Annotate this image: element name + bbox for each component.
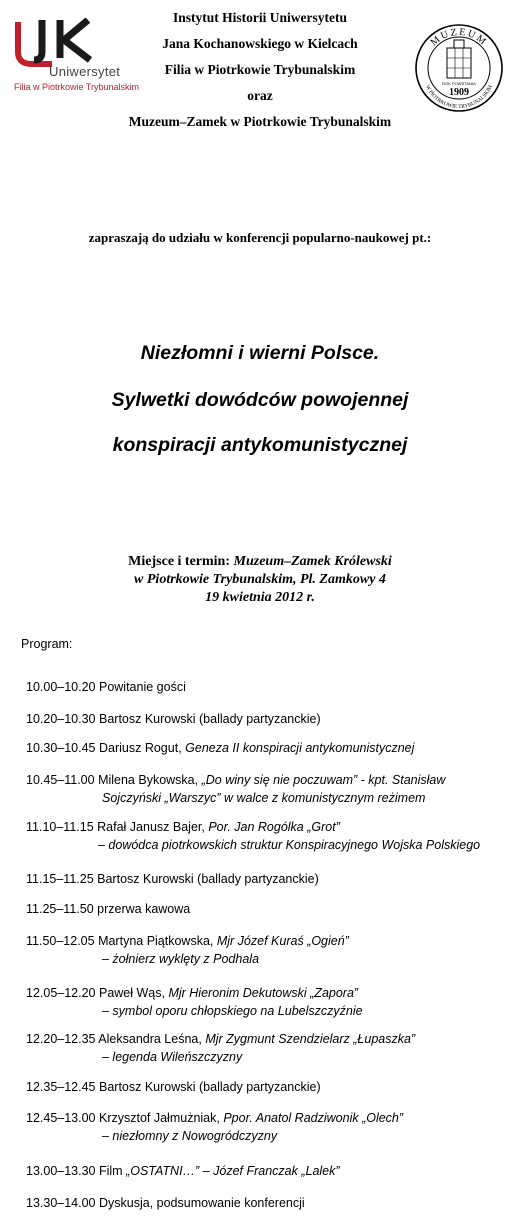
seal-founded-label: ROK POWSTANIA bbox=[442, 81, 476, 86]
program-item: 13.30–14.00 Dyskusja, podsumowanie konferencji bbox=[26, 1196, 305, 1210]
program-item: 10.00–10.20 Powitanie gości bbox=[26, 680, 186, 694]
program-item: 10.30–10.45 Dariusz Rogut, Geneza II konspiracji antykomunistycznej bbox=[26, 741, 415, 755]
program-label: Program: bbox=[21, 637, 73, 651]
logo-branch-name: Filia w Piotrkowie Trybunalskim bbox=[14, 82, 140, 92]
university-logo bbox=[12, 18, 140, 93]
seal-bottom-text: W PIOTRKOWIE TRYBUNALSKIM bbox=[424, 84, 494, 111]
program-item: 11.25–11.50 przerwa kawowa bbox=[26, 902, 191, 916]
program-item-continuation: – symbol oporu chłopskiego na Lubelszczyźnie bbox=[102, 1004, 363, 1018]
program-item: 11.10–11.15 Rafał Janusz Bajer, Por. Jan Rogólka „Grot” bbox=[26, 820, 340, 834]
place-date: 19 kwietnia 2012 r. bbox=[205, 590, 315, 605]
seal-founded-year: 1909 bbox=[449, 87, 469, 98]
header-line-4: oraz bbox=[247, 88, 273, 103]
title-line-2: Sylwetki dowódców powojennej bbox=[111, 389, 409, 411]
program-item-continuation: – żołnierz wyklęty z Podhala bbox=[102, 952, 260, 966]
program-item: 10.45–11.00 Milena Bykowska, „Do winy się nie poczuwam” - kpt. Stanisław bbox=[26, 773, 446, 787]
seal-top-text: MUZEUM bbox=[428, 26, 490, 49]
header-line-3: Filia w Piotrkowie Trybunalskim bbox=[164, 62, 356, 77]
program-item-continuation: Sojczyński „Warszyc” w walce z komunistycznym reżimem bbox=[102, 791, 426, 805]
header-line-5: Muzeum–Zamek w Piotrkowie Trybunalskim bbox=[128, 114, 392, 129]
header-line-2: Jana Kochanowskiego w Kielcach bbox=[162, 36, 358, 51]
place-line-1 bbox=[0, 553, 520, 570]
place-address: w Piotrkowie Trybunalskim, Pl. Zamkowy 4 bbox=[134, 572, 386, 587]
title-line-3: konspiracji antykomunistycznej bbox=[112, 434, 408, 456]
place-label: Miejsce i termin: bbox=[128, 554, 234, 569]
program-item: 11.50–12.05 Martyna Piątkowska, Mjr Józef Kuraś „Ogień” bbox=[26, 934, 349, 948]
place-venue: Muzeum–Zamek Królewski bbox=[233, 554, 392, 569]
program-item: 12.35–12.45 Bartosz Kurowski (ballady partyzanckie) bbox=[26, 1080, 321, 1094]
program-item: 11.15–11.25 Bartosz Kurowski (ballady partyzanckie) bbox=[26, 872, 319, 886]
program-item: 12.20–12.35 Aleksandra Leśna, Mjr Zygmunt Szendzielarz „Łupaszka” bbox=[26, 1032, 416, 1046]
program-item: 12.45–13.00 Krzysztof Jałmużniak, Ppor. Anatol Radziwonik „Olech” bbox=[26, 1111, 404, 1125]
invitation-text: zapraszają do udziału w konferencji popularno-naukowej pt.: bbox=[88, 230, 432, 245]
program-item: 13.00–13.30 Film „OSTATNI…” – Józef Franczak „Lalek” bbox=[26, 1164, 340, 1178]
program-item-continuation: – niezłomny z Nowogródczyzny bbox=[102, 1129, 278, 1143]
program-item-continuation: – dowódca piotrkowskich struktur Konspiracyjnego Wojska Polskiego bbox=[98, 838, 481, 852]
title-line-1: Niezłomni i wierni Polsce. bbox=[140, 342, 380, 364]
program-item: 10.20–10.30 Bartosz Kurowski (ballady partyzanckie) bbox=[26, 712, 321, 726]
program-item: 12.05–12.20 Paweł Wąs, Mjr Hieronim Dekutowski „Zapora” bbox=[26, 986, 359, 1000]
header-line-1: Instytut Historii Uniwersytetu bbox=[173, 10, 347, 25]
program-item-continuation: – legenda Wileńszczyzny bbox=[102, 1050, 243, 1064]
logo-university-name: Uniwersytet bbox=[49, 64, 121, 79]
